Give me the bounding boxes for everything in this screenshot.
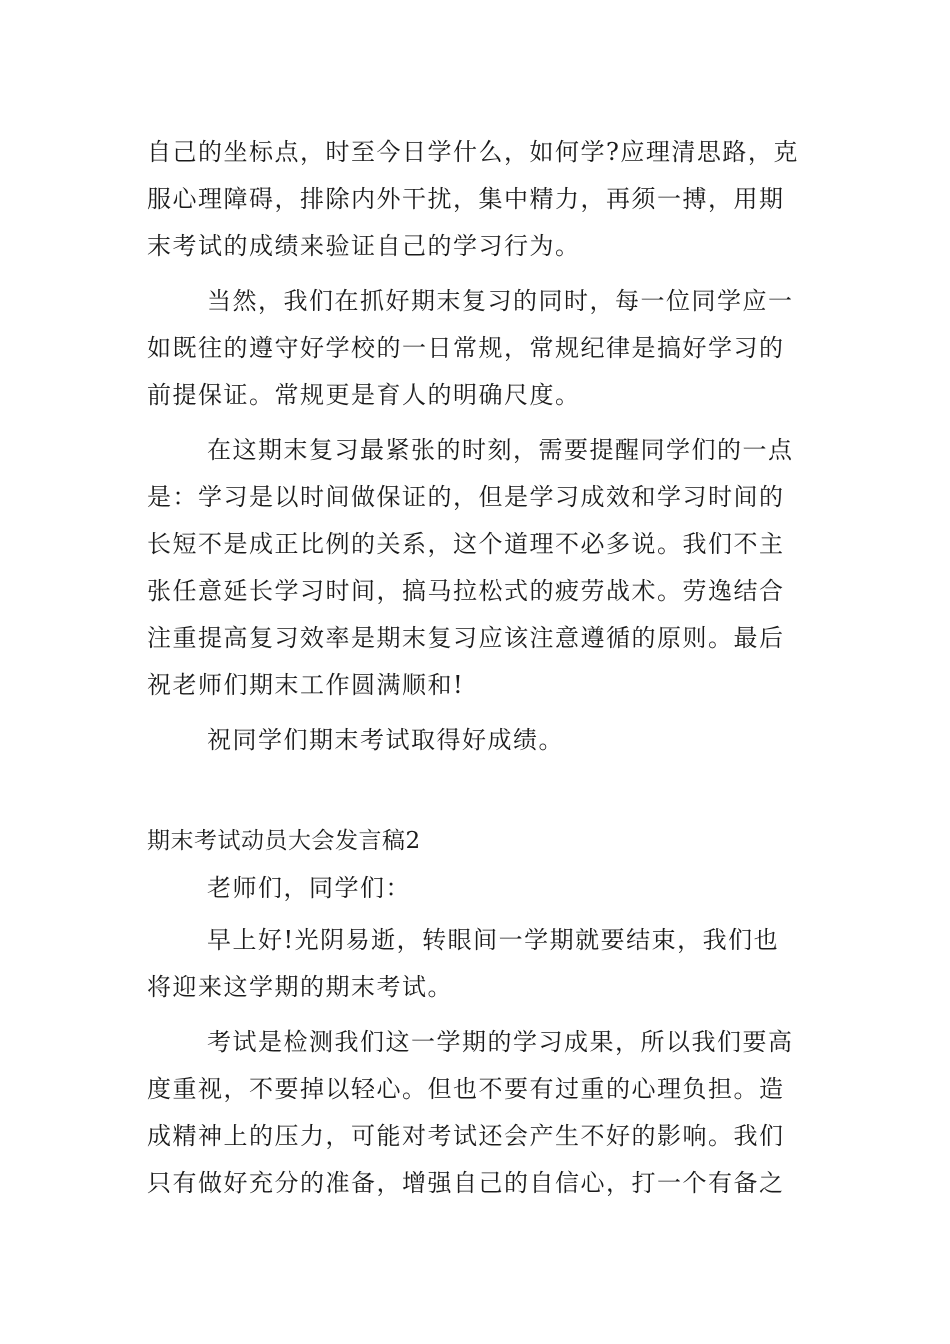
section-heading: 期末考试动员大会发言稿2 <box>147 828 421 854</box>
text-line: 考试是检测我们这一学期的学习成果，所以我们要高 <box>207 1028 794 1056</box>
text-line: 只有做好充分的准备，增强自己的自信心，打一个有备之 <box>147 1169 785 1197</box>
text-line: 将迎来这学期的期末考试。 <box>147 973 453 1001</box>
text-line: 祝同学们期末考试取得好成绩。 <box>207 726 564 754</box>
text-line: 是：学习是以时间做保证的，但是学习成效和学习时间的 <box>147 483 785 511</box>
text-line: 长短不是成正比例的关系，这个道理不必多说。我们不主 <box>147 530 785 558</box>
text-line: 注重提高复习效率是期末复习应该注意遵循的原则。最后 <box>147 624 785 652</box>
text-line: 前提保证。常规更是育人的明确尺度。 <box>147 381 581 409</box>
text-line: 服心理障碍，排除内外干扰，集中精力，再须一搏，用期 <box>147 185 785 213</box>
text-line: 末考试的成绩来验证自己的学习行为。 <box>147 232 581 260</box>
text-line: 老师们，同学们： <box>207 874 411 902</box>
text-line: 张任意延长学习时间，搞马拉松式的疲劳战术。劳逸结合 <box>147 577 785 605</box>
text-line: 祝老师们期末工作圆满顺和! <box>147 671 465 699</box>
text-line: 自己的坐标点，时至今日学什么，如何学?应理清思路，克 <box>147 138 799 166</box>
text-line: 度重视，不要掉以轻心。但也不要有过重的心理负担。造 <box>147 1075 785 1103</box>
text-line: 成精神上的压力，可能对考试还会产生不好的影响。我们 <box>147 1122 785 1150</box>
text-line: 当然，我们在抓好期末复习的同时，每一位同学应一 <box>207 287 794 315</box>
text-line: 早上好!光阴易逝，转眼间一学期就要结束，我们也 <box>207 926 780 954</box>
text-line: 如既往的遵守好学校的一日常规，常规纪律是搞好学习的 <box>147 334 785 362</box>
text-line: 在这期末复习最紧张的时刻，需要提醒同学们的一点 <box>207 436 794 464</box>
